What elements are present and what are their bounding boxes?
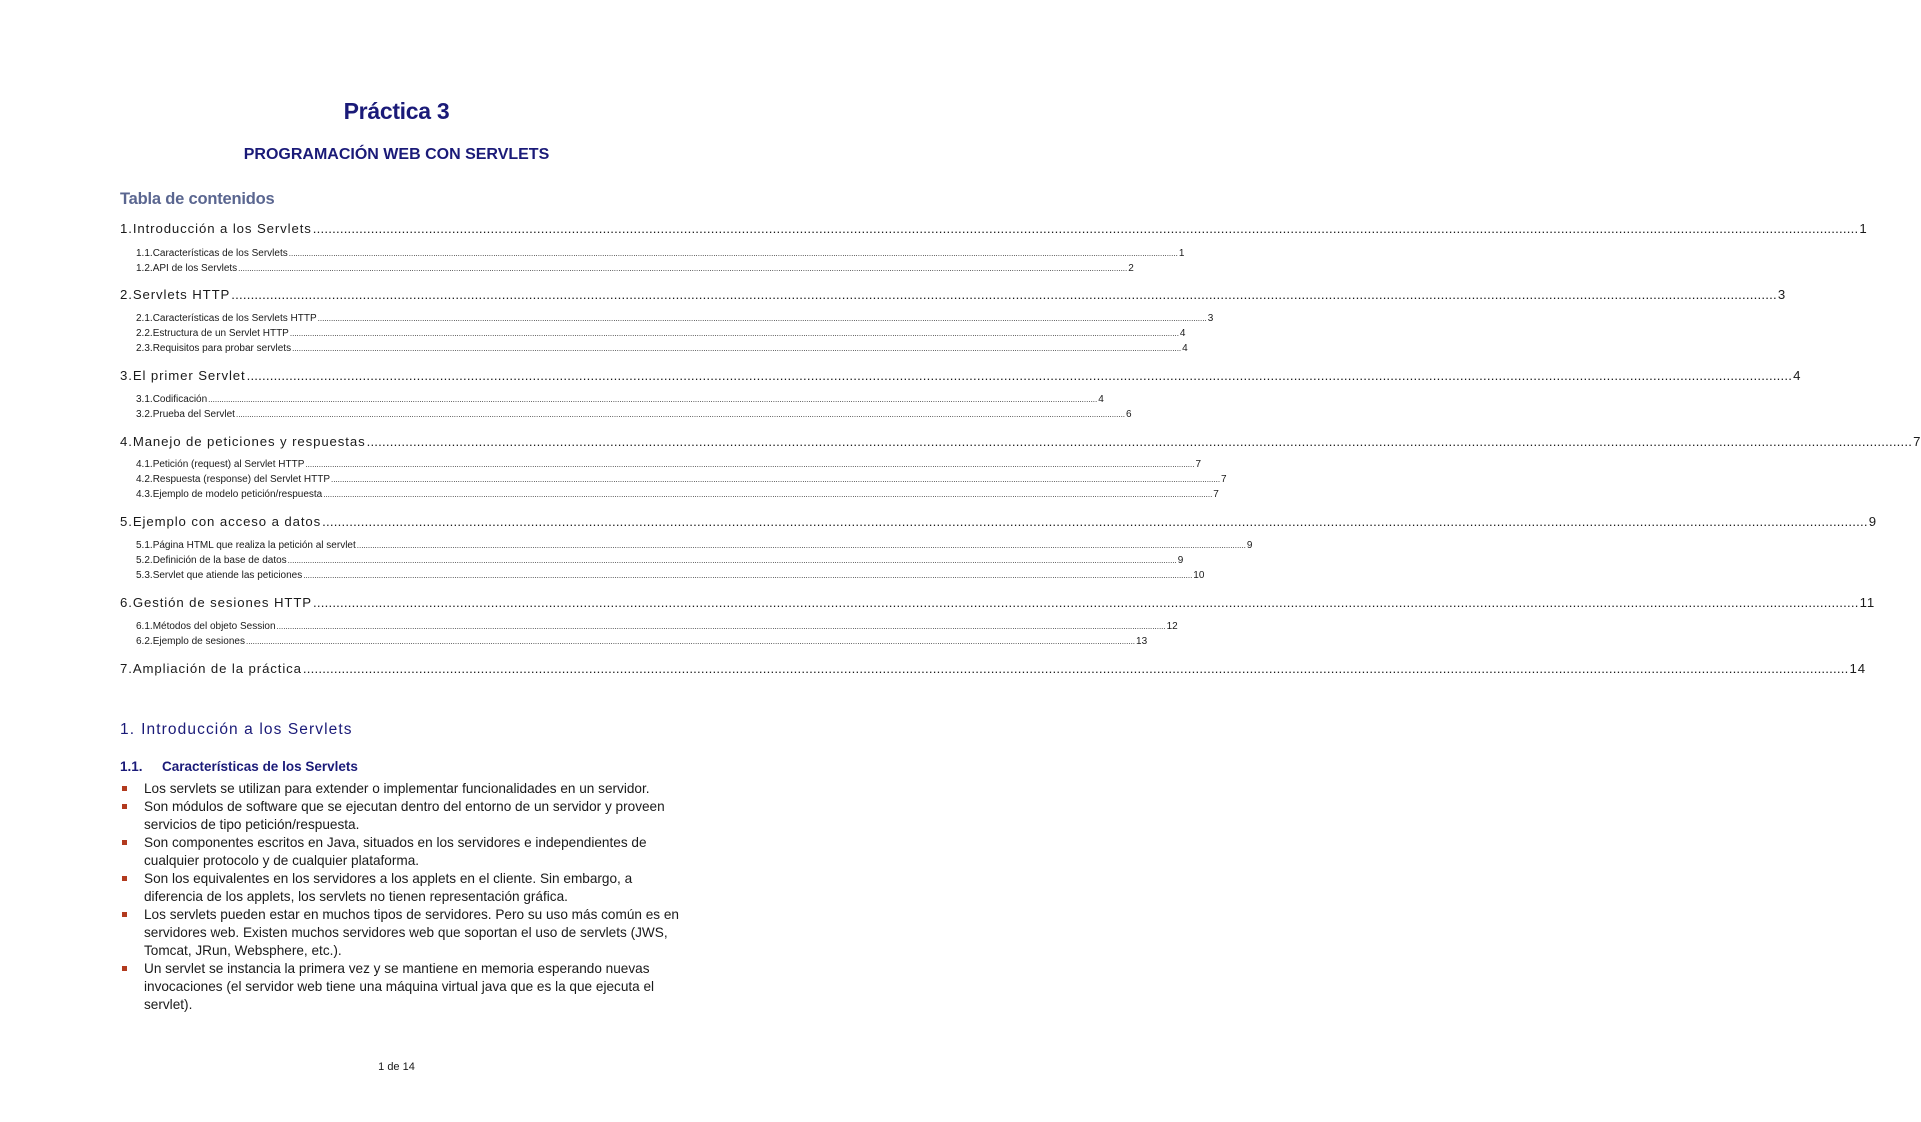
toc-subentry[interactable] <box>120 570 1205 581</box>
toc-leader-dots: ................................................................................................................................................................................................................................................................................................................................................................................................................ <box>245 637 1136 646</box>
toc-page-number: 6 <box>1126 409 1132 420</box>
section-title: Introducción a los Servlets <box>141 721 353 738</box>
toc-leader-dots: ................................................................................................................................................................................................................................................................................................................................................................................................................ <box>317 314 1207 323</box>
toc-entry[interactable] <box>120 368 1802 383</box>
bullet-text: Son componentes escritos en Java, situados en los servidores e independientes de cualquier protocolo y de cualquier plataforma. <box>144 835 647 868</box>
toc-entry-label: Ampliación de la práctica <box>132 661 302 676</box>
toc-entry-label: Definición de la base de datos <box>152 555 287 566</box>
bullet-square-icon <box>122 876 127 881</box>
toc-leader-dots: ................................................................................................................................................................................................................................................................................................................................................................................................................ <box>323 490 1213 499</box>
toc-entry-number: 3. <box>120 368 133 383</box>
toc-entry-number: 5.2. <box>136 555 153 566</box>
bullet-item <box>120 780 680 798</box>
toc-entry-number: 4.3. <box>136 489 153 500</box>
bullet-text: Un servlet se instancia la primera vez y se mantiene en memoria esperando nuevas invocaciones (el servidor web tiene una máquina virtual java que es la que ejecuta el servlet). <box>144 961 655 1012</box>
toc-subentry[interactable] <box>120 394 1104 405</box>
toc-leader-dots: ................................................................................................................................................................................................................................................................................................................................................................................................................ <box>366 434 1913 449</box>
toc-page-number: 1 <box>1859 221 1868 236</box>
toc-entry-label: Ejemplo con acceso a datos <box>132 514 322 529</box>
toc-page-number: 4 <box>1793 368 1802 383</box>
bullet-list <box>120 780 680 1014</box>
toc-page-number: 14 <box>1849 661 1866 676</box>
toc-entry-label: Página HTML que realiza la petición al servlet <box>152 540 356 551</box>
toc-entry-label: Requisitos para probar servlets <box>152 343 292 354</box>
toc-entry[interactable] <box>120 434 1921 449</box>
toc-leader-dots: ................................................................................................................................................................................................................................................................................................................................................................................................................ <box>330 475 1221 484</box>
toc-page-number: 2 <box>1128 263 1134 274</box>
toc-entry-label: Manejo de peticiones y respuestas <box>132 434 366 449</box>
bullet-text: Son los equivalentes en los servidores a los applets en el cliente. Sin embargo, a diferencia de los applets, los servlets no tienen representación gráfica. <box>144 871 633 904</box>
toc-subentry[interactable] <box>120 555 1184 566</box>
toc-entry[interactable] <box>120 514 1877 529</box>
toc-entry-label: Petición (request) al Servlet HTTP <box>152 459 305 470</box>
toc-entry[interactable] <box>120 287 1787 302</box>
toc-page-number: 4 <box>1098 394 1104 405</box>
toc-entry-number: 7. <box>120 661 133 676</box>
bullet-item <box>120 960 680 1014</box>
toc-entry-label: API de los Servlets <box>152 263 238 274</box>
toc-subentry[interactable] <box>120 313 1214 324</box>
toc-entry-number: 5.1. <box>136 540 153 551</box>
toc-subentry[interactable] <box>120 248 1185 259</box>
toc-entry-label: Servlets HTTP <box>132 287 231 302</box>
toc-page-number: 7 <box>1213 489 1219 500</box>
toc-page-number: 1 <box>1178 248 1185 259</box>
toc-entry[interactable] <box>120 661 1866 676</box>
subsection-title: Características de los Servlets <box>162 759 358 774</box>
toc-page-number: 4 <box>1179 328 1186 339</box>
toc-entry[interactable] <box>120 595 1876 610</box>
toc-entry-number: 5. <box>120 514 133 529</box>
toc-entry-label: Codificación <box>152 394 208 405</box>
toc-leader-dots: ................................................................................................................................................................................................................................................................................................................................................................................................................ <box>305 460 1195 469</box>
toc-leader-dots: ................................................................................................................................................................................................................................................................................................................................................................................................................ <box>276 622 1166 631</box>
toc-entry-label: Métodos del objeto Session <box>152 621 276 632</box>
toc-leader-dots: ................................................................................................................................................................................................................................................................................................................................................................................................................ <box>289 329 1179 338</box>
bullet-text: Son módulos de software que se ejecutan dentro del entorno de un servidor y proveen servicios de tipo petición/respuesta. <box>144 799 665 832</box>
toc-subentry[interactable] <box>120 263 1134 274</box>
toc-subentry[interactable] <box>120 489 1219 500</box>
section-heading <box>120 721 353 739</box>
toc-page-number: 3 <box>1777 287 1787 302</box>
toc-leader-dots: ................................................................................................................................................................................................................................................................................................................................................................................................................ <box>287 556 1177 565</box>
toc-entry-label: El primer Servlet <box>132 368 246 383</box>
toc-entry-number: 5.3. <box>136 570 153 581</box>
bullet-item <box>120 906 680 960</box>
toc-entry-number: 1.1. <box>136 248 153 259</box>
toc-page-number: 7 <box>1913 434 1921 449</box>
toc-leader-dots: ................................................................................................................................................................................................................................................................................................................................................................................................................ <box>235 410 1126 419</box>
toc-entry-label: Características de los Servlets HTTP <box>152 313 317 324</box>
toc-leader-dots: ................................................................................................................................................................................................................................................................................................................................................................................................................ <box>288 249 1178 258</box>
toc-page-number: 9 <box>1246 540 1253 551</box>
subsection-heading <box>120 759 358 774</box>
toc-page-number: 13 <box>1136 636 1148 647</box>
toc-subentry[interactable] <box>120 540 1253 551</box>
toc-page-number: 7 <box>1221 474 1227 485</box>
toc-page-number: 11 <box>1859 595 1876 610</box>
toc-entry-number: 6.2. <box>136 636 153 647</box>
toc-entry-number: 4.2. <box>136 474 153 485</box>
toc-entry-label: Respuesta (response) del Servlet HTTP <box>152 474 330 485</box>
toc-entry-number: 3.1. <box>136 394 153 405</box>
toc-entry-label: Ejemplo de modelo petición/respuesta <box>152 489 323 500</box>
bullet-square-icon <box>122 966 127 971</box>
toc-entry-label: Ejemplo de sesiones <box>152 636 245 647</box>
toc-leader-dots: ................................................................................................................................................................................................................................................................................................................................................................................................................ <box>302 661 1849 676</box>
toc-leader-dots: ................................................................................................................................................................................................................................................................................................................................................................................................................ <box>231 287 1777 302</box>
toc-page-number: 4 <box>1182 343 1188 354</box>
toc-page-number: 7 <box>1195 459 1202 470</box>
toc-leader-dots: ................................................................................................................................................................................................................................................................................................................................................................................................................ <box>246 368 1793 383</box>
toc-leader-dots: ................................................................................................................................................................................................................................................................................................................................................................................................................ <box>292 344 1182 353</box>
toc-leader-dots: ................................................................................................................................................................................................................................................................................................................................................................................................................ <box>208 395 1098 404</box>
bullet-item <box>120 870 680 906</box>
toc-leader-dots: ................................................................................................................................................................................................................................................................................................................................................................................................................ <box>303 571 1193 580</box>
bullet-item <box>120 798 680 834</box>
toc-subentry[interactable] <box>120 459 1202 470</box>
toc-entry-number: 1. <box>120 221 133 236</box>
bullet-square-icon <box>122 786 127 791</box>
toc-entry-label: Gestión de sesiones HTTP <box>132 595 312 610</box>
subsection-number: 1.1. <box>120 759 143 774</box>
toc-leader-dots: ................................................................................................................................................................................................................................................................................................................................................................................................................ <box>322 514 1868 529</box>
bullet-square-icon <box>122 840 127 845</box>
section-number: 1. <box>120 721 136 738</box>
toc-entry-label: Estructura de un Servlet HTTP <box>152 328 289 339</box>
document-title: Práctica 3 <box>343 98 450 124</box>
toc-entry-number: 6.1. <box>136 621 153 632</box>
document-subtitle: PROGRAMACIÓN WEB CON SERVLETS <box>243 146 550 163</box>
toc-page-number: 9 <box>1177 555 1184 566</box>
toc-subentry[interactable] <box>120 409 1132 420</box>
toc-entry-number: 4.1. <box>136 459 153 470</box>
toc-entry-label: Características de los Servlets <box>152 248 288 259</box>
toc-entry-number: 6. <box>120 595 133 610</box>
toc-entry-number: 2. <box>120 287 133 302</box>
toc-leader-dots: ................................................................................................................................................................................................................................................................................................................................................................................................................ <box>313 595 1859 610</box>
toc-entry-number: 2.1. <box>136 313 153 324</box>
bullet-item <box>120 834 680 870</box>
toc-heading: Tabla de contenidos <box>120 190 275 208</box>
toc-entry-label: Prueba del Servlet <box>152 409 235 420</box>
toc-entry-number: 2.3. <box>136 343 153 354</box>
bullet-square-icon <box>122 804 127 809</box>
toc-entry-label: Servlet que atiende las peticiones <box>152 570 303 581</box>
toc-subentry[interactable] <box>120 328 1186 339</box>
bullet-text: Los servlets pueden estar en muchos tipos de servidores. Pero su uso más común es en servidores web. Existen muchos servidores web que soportan el uso de servlets (JWS, Tomcat, JRun, Websphere, etc.). <box>144 907 679 958</box>
toc-page-number: 3 <box>1207 313 1214 324</box>
bullet-square-icon <box>122 912 127 917</box>
toc-leader-dots: ................................................................................................................................................................................................................................................................................................................................................................................................................ <box>356 541 1246 550</box>
toc-entry-label: Introducción a los Servlets <box>132 221 312 236</box>
toc-subentry[interactable] <box>120 636 1148 647</box>
bullet-text: Los servlets se utilizan para extender o implementar funcionalidades en un servidor. <box>144 781 650 796</box>
toc-entry-number: 3.2. <box>136 409 153 420</box>
toc-page-number: 9 <box>1868 514 1877 529</box>
toc-entry-number: 2.2. <box>136 328 153 339</box>
toc-entry-number: 4. <box>120 434 133 449</box>
toc-subentry[interactable] <box>120 343 1188 354</box>
toc-entry-number: 1.2. <box>136 263 153 274</box>
toc-page-number: 12 <box>1166 621 1178 632</box>
toc-page-number: 10 <box>1193 570 1205 581</box>
toc-leader-dots: ................................................................................................................................................................................................................................................................................................................................................................................................................ <box>312 221 1859 236</box>
toc-subentry[interactable] <box>120 621 1178 632</box>
toc-entry[interactable] <box>120 221 1868 236</box>
toc-subentry[interactable] <box>120 474 1227 485</box>
toc-leader-dots: ................................................................................................................................................................................................................................................................................................................................................................................................................ <box>238 264 1128 273</box>
page-footer: 1 de 14 <box>378 1061 415 1073</box>
